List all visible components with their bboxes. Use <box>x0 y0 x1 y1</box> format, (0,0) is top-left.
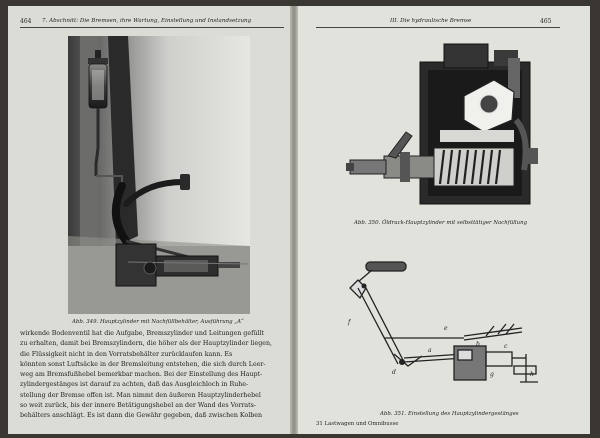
header-rule-right <box>316 27 560 28</box>
running-head-left: 7. Abschnitt: Die Bremsen, ihre Wartung, Einstellung und Instandsetzung <box>42 18 252 24</box>
body-line: wirkende Bodenventil hat die Aufgabe, Bremszylinder und Leitungen gefüllt <box>20 330 265 337</box>
label-c: c <box>504 343 508 350</box>
figure-caption-351: Abb. 351. Einstellung des Hauptzylindergestänges <box>380 411 519 417</box>
body-line: zylindergestänges ist darauf zu achten, daß das Ausgleichloch in Ruhe- <box>20 381 249 389</box>
page-number-right: 465 <box>540 18 552 25</box>
body-line: weg am Bremsfußhebel bemerkbar machen. Bei der Einstellung des Haupt- <box>20 371 263 379</box>
master-cylinder-photo <box>68 36 250 314</box>
left-page <box>8 6 291 434</box>
label-h: h <box>530 371 534 378</box>
body-line: die Flüssigkeit nicht in den Vorratsbehälter zurücklaufen kann. Es <box>20 350 233 358</box>
cutaway-cylinder-illustration <box>344 40 544 210</box>
label-g: g <box>490 371 494 378</box>
linkage-adjustment-diagram <box>344 258 544 392</box>
page-number-left: 464 <box>20 18 32 25</box>
right-page <box>298 6 590 434</box>
page-footer-right: 31 Lastwagen und Omnibusse <box>316 421 399 427</box>
header-rule-left <box>20 27 284 28</box>
label-b: b <box>476 341 480 348</box>
label-f: f <box>348 319 351 326</box>
figure-caption-349: Abb. 349. Hauptzylinder mit Nachfüllbehälter, Ausführung „A“ <box>72 319 244 325</box>
figure-caption-350: Abb. 350. Öldruck-Hauptzylinder mit selbsttätiger Nachfüllung <box>354 220 528 226</box>
body-line: zu erhalten, damit bei Bremszylindern, die höher als der Hauptzylinder liegen, <box>20 340 273 348</box>
body-line: behälters anschlägt. Es ist dann die Gewähr gegeben, daß zwischen Kolben <box>20 412 263 420</box>
body-line: so weit zurück, bis der innere Betätigungshebel an der Wand des Vorrats- <box>20 402 257 410</box>
left-body-text <box>20 329 286 422</box>
body-line: könnten sonst Luftsäcke in der Bremsleitung entstehen, die sich durch Leer- <box>20 360 266 368</box>
label-d: d <box>392 369 396 376</box>
body-line: stellung der Bremse offen ist. Man nimmt den äußeren Hauptzylinderhebel <box>20 391 261 399</box>
running-head-right: III. Die hydraulische Bremse <box>390 18 472 24</box>
label-e: e <box>444 325 448 332</box>
label-a: a <box>428 347 432 354</box>
